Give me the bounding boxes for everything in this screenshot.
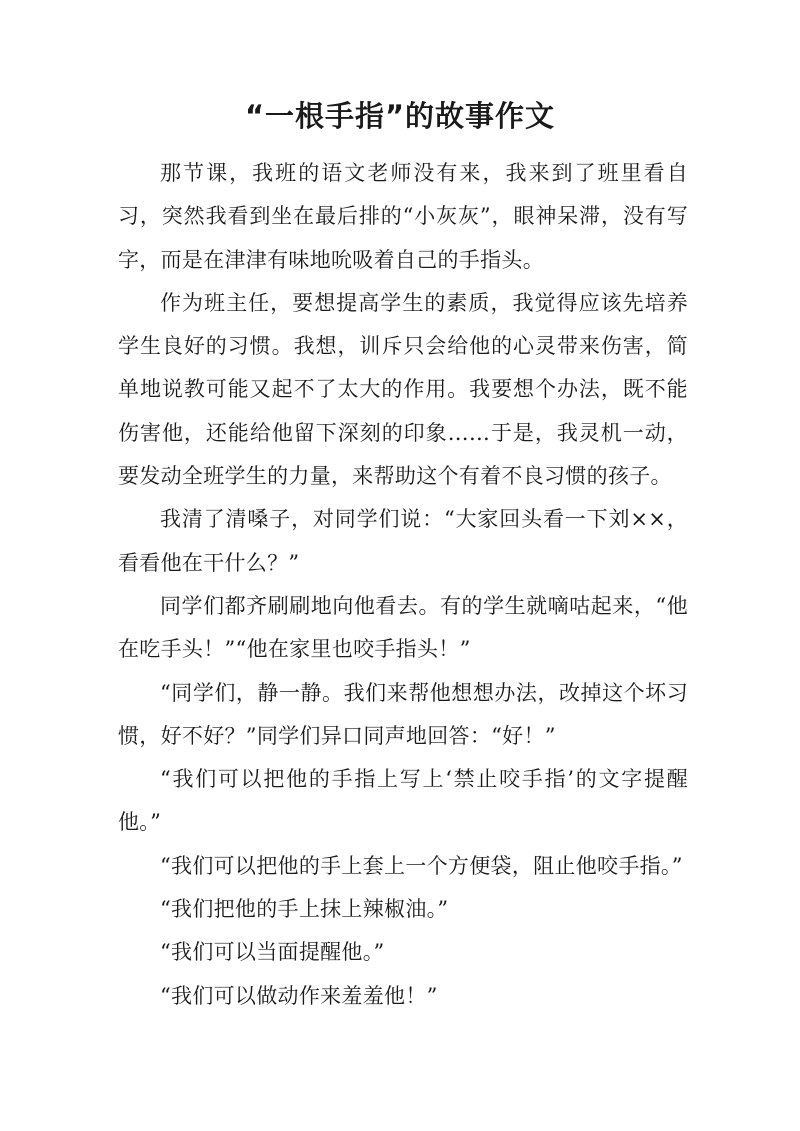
paragraph: “我们可以把他的手上套上一个方便袋，阻止他咬手指。” — [160, 853, 683, 878]
paragraph: 我清了清嗓子，对同学们说：“大家回头看一下刘××，看看他在干什么？” — [118, 507, 688, 575]
paragraph: 那节课，我班的语文老师没有来，我来到了班里看自习，突然我看到坐在最后排的“小灰灰”，眼神呆滞，没有写字，而是在津津有味地吮吸着自己的手指头。 — [118, 161, 688, 272]
paragraph: “我们可以把他的手指上写上‘禁止咬手指’的文字提醒他。” — [118, 767, 688, 835]
paragraph: “我们可以做动作来羞羞他！” — [160, 983, 438, 1008]
paragraph: 同学们都齐刷刷地向他看去。有的学生就嘀咕起来，“他在吃手头！”“他在家里也咬手指头！” — [118, 593, 688, 662]
paragraph: “我们把他的手上抹上辣椒油。” — [160, 897, 449, 922]
paragraph: 作为班主任，要想提高学生的素质，我觉得应该先培养学生良好的习惯。我想，训斥只会给他的心灵带来伤害，简单地说教可能又起不了太大的作用。我要想个办法，既不能伤害他，还能给他留下深刻的印象……于是，我灵机一动，要发动全班学生的力量，来帮助这个有着不良习惯的孩子。 — [118, 290, 688, 489]
paragraph: “同学们，静一静。我们来帮他想想办法，改掉这个坏习惯，好不好？”同学们异口同声地回答：“好！” — [118, 680, 688, 748]
document-body — [118, 152, 688, 1018]
document-title: “一根手指”的故事作文 — [244, 99, 556, 133]
paragraph: “我们可以当面提醒他。” — [160, 940, 385, 965]
